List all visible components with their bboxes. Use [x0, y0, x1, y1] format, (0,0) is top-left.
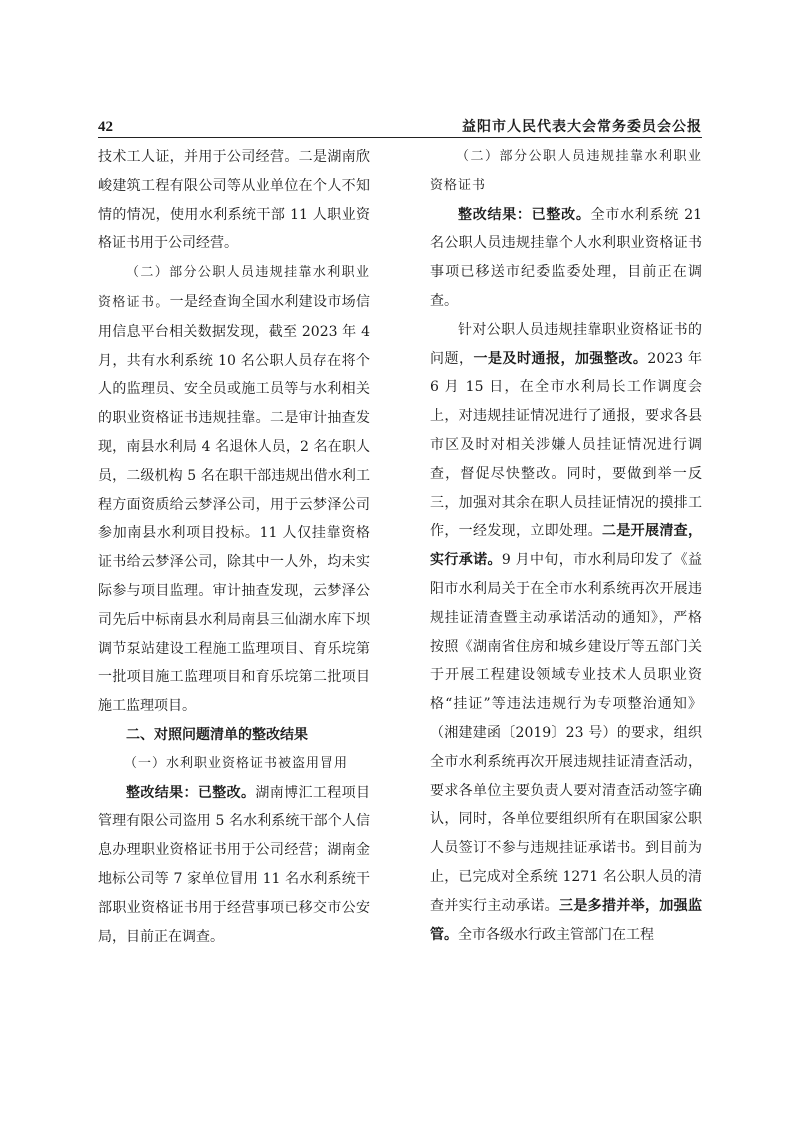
- paragraph-text: 湖南博汇工程项目管理有限公司盗用 5 名水利系统干部个人信息办理职业资格证书用于公司经营；湖南金地标公司等 7 家单位冒用 11 名水利系统干部职业资格证书用于经营事项已移交市公安局，目前正在调查。: [98, 784, 370, 945]
- paragraph: [98, 258, 370, 721]
- paragraph-text: 一是经查询全国水利建设市场信用信息平台相关数据发现，截至 2023 年 4 月，共有水利系统 10 名公职人员存在将个人的监理员、安全员或施工员等与水利相关的职业资格证书违规挂靠。二是审计抽查发现，南县水利局 4 名退休人员，2 名在职人员，二级机构 5 名在职干部违规出借水利工程方面资质给云梦泽公司，用于云梦泽公司参加南县水利项目投标。11 人仅挂靠资格证书给云梦泽公司，除其中一人外，均未实际参与项目监理。审计抽查发现，云梦泽公司先后中标南县水利局南县三仙湖水库下坝调节泵站建设工程施工监理项目、育乐垸第一批项目施工监理项目和育乐垸第二批项目施工监理项目。: [98, 293, 370, 715]
- journal-title: 益阳市人民代表大会常务委员会公报: [462, 119, 702, 135]
- result-label: 整改结果：已整改。: [126, 784, 256, 801]
- header-rule: [98, 137, 702, 138]
- paragraph: [98, 779, 370, 952]
- bold-phrase: 二是开展清查，实行承诺。: [430, 523, 702, 569]
- paragraph: [430, 316, 702, 950]
- bold-phrase: 三是多措并举，加强监管。: [430, 897, 702, 943]
- paragraph-text: 针对公职人员违规挂靠职业资格证书的问题，: [430, 321, 702, 367]
- subsection-heading: （二）部分公职人员违规挂靠水利职业资格证书。: [98, 265, 370, 310]
- left-column: [98, 143, 370, 1013]
- right-column: [430, 143, 702, 1013]
- paragraph-text: 全市水利系统 21 名公职人员违规挂靠个人水利职业资格证书事项已移送市纪委监委处理，目前正在调查。: [430, 206, 702, 309]
- paragraph-text: 9 月中旬，市水利局印发了《益阳市水利局关于在全市水利系统再次开展违规挂证清查暨主动承诺活动的通知》，严格按照《湖南省住房和城乡建设厅等五部门关于开展工程建设领域专业技术人员职业资格“挂证”等违法违规行为专项整治通知》（湘建建函〔2019〕23 号）的要求，组织全市水利系统再次开展违规挂证清查活动，要求各单位主要负责人要对清查活动签字确认，同时，各单位要组织所有在职国家公职人员签订不参与违规挂证承诺书。到目前为止，已完成对全系统 1271 名公职人员的清查并实行主动承诺。: [430, 552, 702, 914]
- page-number: 42: [98, 119, 113, 135]
- paragraph: [430, 201, 702, 316]
- paragraph-text: 2023 年 6 月 15 日，在全市水利局长工作调度会上，对违规挂证情况进行了通报，要求各县市区及时对相关涉嫌人员挂证情况进行调查，督促尽快整改。同时，要做到举一反三，加强对其余在职人员挂证情况的摸排工作，一经发现，立即处理。: [430, 350, 702, 540]
- bold-phrase: 一是及时通报，加强整改。: [473, 350, 648, 367]
- section-heading: 二、对照问题清单的整改结果: [126, 726, 308, 743]
- paragraph-text: 全市各级水行政主管部门在工程: [458, 926, 654, 943]
- subsection-heading: （二）部分公职人员违规挂靠水利职业资格证书: [430, 149, 702, 193]
- result-label: 整改结果：已整改。: [458, 206, 591, 223]
- subsection-heading: （一）水利职业资格证书被盗用冒用: [124, 755, 349, 771]
- page-header: [98, 112, 702, 136]
- paragraph: 技术工人证，并用于公司经营。二是湖南欣峻建筑工程有限公司等从业单位在个人不知情的情况，使用水利系统干部 11 人职业资格证书用于公司经营。: [98, 149, 370, 252]
